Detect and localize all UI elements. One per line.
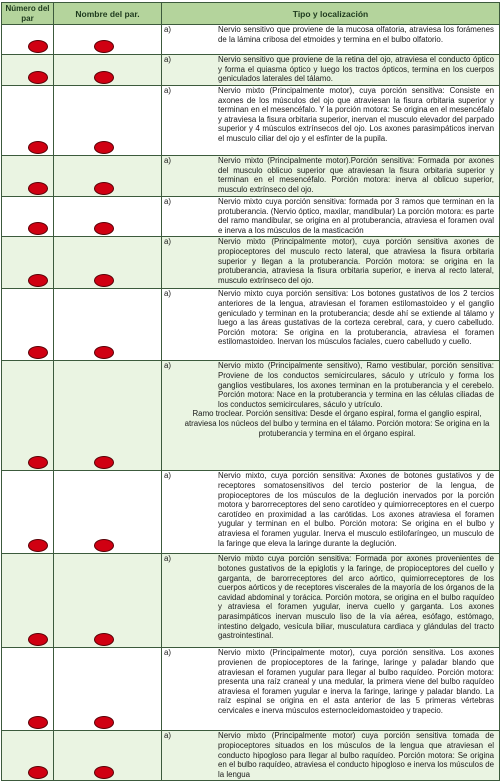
table-row bbox=[2, 361, 500, 471]
nombre-cell bbox=[54, 648, 162, 731]
description-text: Nervio mixto (Principalmente motor).Porción sensitiva: Formada por axones del musculo oblicuo superior que atraviesan la fisura orbitaria superior y terminan en el mesencéfalo. Porción motora: inerva al oblicuo superior, musculo extrínseco del ojo. bbox=[218, 156, 494, 194]
table-row bbox=[2, 86, 500, 156]
description-text: Nervio mixto cuya porción sensitiva: Los botones gustativos de los 2 tercios anteriores de la lengua, atraviesan el foramen estilomastoideo y el ganglio geniculado y terminan en la protuberancia; desde ahí se extiende al tálamo y luego a las áreas gustativas de la corteza cerebral, cara, y cuero cabelludo. Porción motora: Se origina en la protuberancia, atraviesa el foramen estilomastoideo. Inervan los músculos faciales, cuero cabelludo y cuello. bbox=[218, 289, 494, 347]
red-marker-icon bbox=[94, 456, 114, 469]
red-marker-icon bbox=[94, 274, 114, 287]
description-text: Nervio mixto, cuya porción sensitiva: Axones de botones gustativos y de receptores somatosensitivos del tercio posterior de la lengua, de propioceptores de los músculos de la deglución inervados por la porción motora y barorreceptores del seno carotídeo y quimiorreceptores en el cuerpo carotídeo en proximidad a las carótidas. Los axones atraviesa el foramen yugular y terminan en el bulbo. Porción motora: Se origina en el bulbo y atraviesa el foramen yugular. Inerva el musculo estilofaríngeo, un musculo de la faringe que eleva la laringe durante la deglución. bbox=[218, 471, 494, 548]
header-nombre-del-par: Nombre del par. bbox=[54, 3, 162, 25]
red-marker-icon bbox=[94, 766, 114, 779]
item-letter: a) bbox=[164, 731, 172, 741]
description-text: Nervio sensitivo que proviene de la mucosa olfatoria, atraviesa los forámenes de la lámina cribosa del etmoides y termina en el bulbo olfatorio. bbox=[218, 25, 494, 44]
table-row bbox=[2, 156, 500, 197]
description-text: Nervio mixto (Principalmente motor) cuya porción sensitiva tomada de propioceptores situados en los músculos de la lengua que atraviesan el conducto hipogloso para llegar al bulbo raquídeo. Porción motora: Se origina en el bulbo raquídeo, atraviesa el conducto hipogloso e inerva los músculos de la lengua bbox=[218, 731, 494, 779]
numero-cell bbox=[2, 197, 54, 237]
description-text: Nervio mixto (Principalmente motor), cuya porción sensitiva. Los axones provienen de propioceptores de la faringe, laringe y paladar blando que atraviesan el foramen yugular para llegar al bulbo raquídeo. Porción motora: presenta una raíz craneal y una medular, la primera viene del bulbo raquídeo atraviesa el foramen yugular e inerva la faringe, laringe y paladar blando. La raíz espinal se origina en el asta anterior de las 5 primeras vértebras cervicales e inerva músculos esternocleidomastoideo y trapecio. bbox=[218, 648, 494, 715]
table-row bbox=[2, 554, 500, 648]
description-cell bbox=[162, 471, 500, 554]
description-cell bbox=[162, 156, 500, 197]
numero-cell bbox=[2, 25, 54, 55]
description-text: Nervio mixto cuya porción sensitiva: formada por 3 ramos que terminan en la protuberancia. (Nervio óptico, maxilar, mandibular) La porción motora: es parte del ramo mandibular, se origina en al protuberancia, atraviesa el foramen oval e inerva a los músculos de la masticación bbox=[218, 197, 494, 235]
nombre-cell bbox=[54, 156, 162, 197]
red-marker-icon bbox=[28, 539, 48, 552]
red-marker-icon bbox=[28, 40, 48, 53]
red-marker-icon bbox=[94, 346, 114, 359]
nombre-cell bbox=[54, 86, 162, 156]
numero-cell bbox=[2, 648, 54, 731]
red-marker-icon bbox=[94, 539, 114, 552]
nombre-cell bbox=[54, 25, 162, 55]
item-letter: a) bbox=[164, 471, 172, 481]
red-marker-icon bbox=[28, 71, 48, 84]
description-cell bbox=[162, 554, 500, 648]
ramo-troclear-text: Ramo troclear. Porción sensitiva: Desde el órgano espiral, forma el ganglio espiral, atraviesa los núcleos del bulbo y termina en el tálamo. Porción motora: Se origina en la protuberancia y termina en el órgano espiral. bbox=[184, 409, 490, 438]
header-tipo-y-localizacion: Tipo y localización bbox=[162, 3, 500, 25]
table-row bbox=[2, 648, 500, 731]
red-marker-icon bbox=[94, 141, 114, 154]
numero-cell bbox=[2, 554, 54, 648]
numero-cell bbox=[2, 237, 54, 289]
red-marker-icon bbox=[28, 182, 48, 195]
numero-cell bbox=[2, 361, 54, 471]
description-cell bbox=[162, 648, 500, 731]
red-marker-icon bbox=[28, 633, 48, 646]
table-row bbox=[2, 731, 500, 781]
nombre-cell bbox=[54, 554, 162, 648]
description-cell bbox=[162, 731, 500, 781]
numero-cell bbox=[2, 55, 54, 86]
numero-cell bbox=[2, 471, 54, 554]
red-marker-icon bbox=[94, 71, 114, 84]
description-text: Nervio mixto (Principalmente motor), cuya porción sensitiva: Consiste en axones de los músculos del ojo que atraviesan la fisura orbitaria superior y terminan en el mesencéfalo. Y la porción motora: Se origina en el mesencéfalo y atraviesa la fisura orbitaria superior, inervan el musculo elevador del parpado superior y 4 músculos extrínsecos del ojo. Los axones parasimpáticos inervan el musculo ciliar del ojo y el esfínter de la pupila. bbox=[218, 86, 494, 143]
item-letter: a) bbox=[164, 648, 172, 658]
red-marker-icon bbox=[28, 716, 48, 729]
nombre-cell bbox=[54, 197, 162, 237]
red-marker-icon bbox=[28, 274, 48, 287]
nombre-cell bbox=[54, 471, 162, 554]
item-letter: a) bbox=[164, 156, 172, 165]
description-text: Nervio mixto (Principalmente sensitivo), Ramo vestibular, porción sensitiva: Proviene de los conductos semicirculares, sáculo y utrículo y forma los ganglios vestibulares, los axones terminan en la protuberancia y el cerebelo. Porción motora: Nace en la protuberancia y termina en las células ciliadas de los conductos semicirculares, sáculo y utrículo. bbox=[218, 361, 494, 409]
numero-cell bbox=[2, 289, 54, 361]
header-numero-del-par: Número del par bbox=[2, 3, 54, 25]
numero-cell bbox=[2, 731, 54, 781]
item-letter: a) bbox=[164, 25, 172, 34]
red-marker-icon bbox=[94, 222, 114, 235]
description-text: Nervio sensitivo que proviene de la retina del ojo, atraviesa el conducto óptico y forma el quiasma óptico y luego los tractos ópticos, termina en los cuerpos geniculados laterales del tálamo. bbox=[218, 55, 494, 84]
table-row bbox=[2, 471, 500, 554]
numero-cell bbox=[2, 86, 54, 156]
red-marker-icon bbox=[94, 633, 114, 646]
item-letter: a) bbox=[164, 55, 172, 64]
red-marker-icon bbox=[28, 141, 48, 154]
description-text: Nervio mixto cuya porción sensitiva: Formada por axones provenientes de botones gustativos de la epiglotis y la faringe, de propioceptores del cuello y garganta, de barorreceptores del arco aórtico, quimiorreceptores de los cuerpos aórticos y de receptores viscerales de la mayoría de los órganos de la cavidad abdominal y torácica. Porción motora, se origina en el bulbo raquídeo y atraviesa el foramen yugular, inerva cuello y garganta. Los axones parasimpáticos inervan musculo liso de la vía aérea, esófago, estómago, intestino delgado, vesícula biliar, musculatura cardiaca y glándulas del tracto gastrointestinal. bbox=[218, 554, 494, 641]
description-text: Nervio mixto (Principalmente motor), cuya porción sensitiva axones de propioceptores del musculo recto lateral, que atraviesa la fisura orbitaria superior y llegan a la protuberancia. Porción motora: se origina en la protuberancia, atraviesa la fisura orbitaria superior, e inerva al recto lateral, musculo extrínseco del ojo. bbox=[218, 237, 494, 285]
nombre-cell bbox=[54, 55, 162, 86]
description-cell bbox=[162, 55, 500, 86]
table-row bbox=[2, 55, 500, 86]
cranial-nerves-table-sheet bbox=[1, 2, 499, 781]
description-cell bbox=[162, 237, 500, 289]
item-letter: a) bbox=[164, 554, 172, 564]
nombre-cell bbox=[54, 361, 162, 471]
red-marker-icon bbox=[28, 222, 48, 235]
description-cell bbox=[162, 361, 500, 471]
description-cell bbox=[162, 289, 500, 361]
item-letter: a) bbox=[164, 197, 172, 206]
red-marker-icon bbox=[94, 716, 114, 729]
table-row bbox=[2, 197, 500, 237]
red-marker-icon bbox=[28, 766, 48, 779]
item-letter: a) bbox=[164, 86, 172, 95]
item-letter: a) bbox=[164, 289, 172, 299]
red-marker-icon bbox=[28, 456, 48, 469]
numero-cell bbox=[2, 156, 54, 197]
table-row bbox=[2, 25, 500, 55]
red-marker-icon bbox=[28, 346, 48, 359]
red-marker-icon bbox=[94, 40, 114, 53]
item-letter: a) bbox=[164, 361, 172, 371]
nombre-cell bbox=[54, 237, 162, 289]
table-header-row bbox=[2, 3, 500, 25]
nombre-cell bbox=[54, 731, 162, 781]
table-row bbox=[2, 289, 500, 361]
table-row bbox=[2, 237, 500, 289]
red-marker-icon bbox=[94, 182, 114, 195]
description-cell bbox=[162, 25, 500, 55]
nombre-cell bbox=[54, 289, 162, 361]
description-cell bbox=[162, 86, 500, 156]
item-letter: a) bbox=[164, 237, 172, 247]
description-cell bbox=[162, 197, 500, 237]
cranial-nerves-table bbox=[1, 2, 500, 781]
